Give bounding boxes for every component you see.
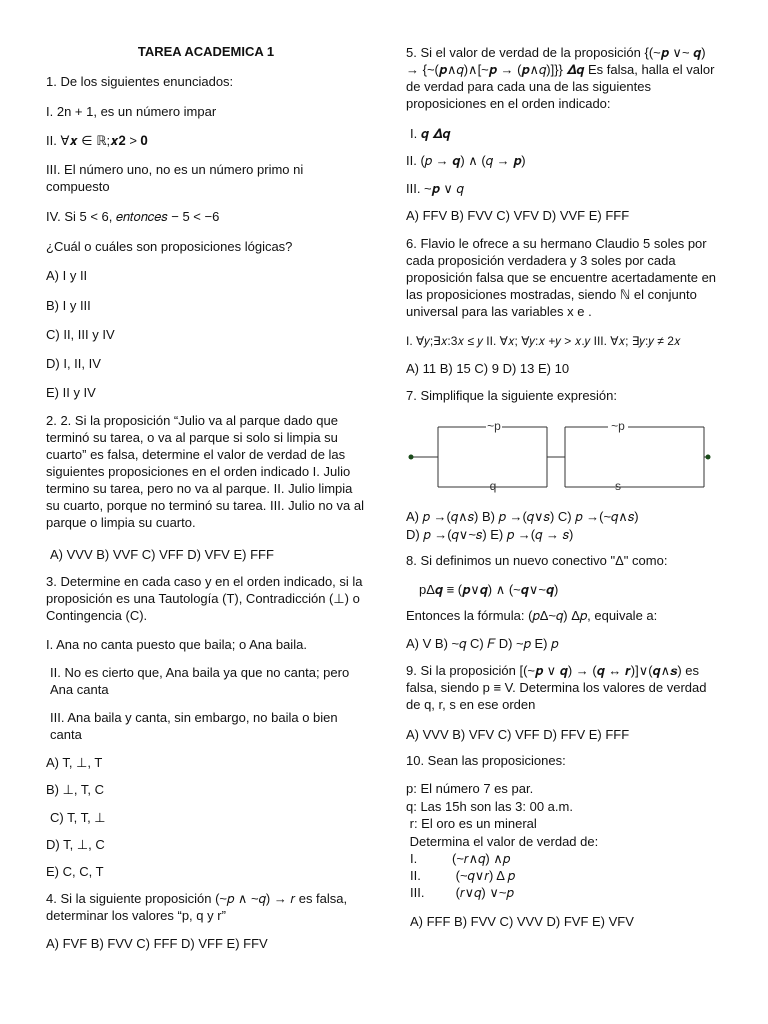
q10-item-expression: (~𝑟∧𝑞) ∧𝑝 bbox=[452, 851, 511, 866]
circuit-label-bottom-left: q bbox=[489, 479, 497, 493]
q7-options-row-2: D) 𝑝 →(𝑞∨~𝑠) E) 𝑝 →(𝑞 → 𝑠) bbox=[406, 527, 574, 542]
circuit-terminal-left bbox=[409, 455, 414, 460]
q10-prop-p: p: El número 7 es par. bbox=[406, 781, 534, 796]
q6-text: 6. Flavio le ofrece a su hermano Claudio 5 soles por cada proposición verdadera y 3 soles por cada proposición falsa que se encuentre acertadamente en las proposiciones mostradas, siendo ℕ el conjunto universal para las variables x e . bbox=[406, 236, 717, 319]
q8-definition: pΔ𝒒 ≡ (𝒑∨𝒒) ∧ (~𝒒∨~𝒒) bbox=[419, 582, 559, 597]
q3-item-iii: III. Ana baila y canta, sin embargo, no baila o bien canta bbox=[50, 710, 338, 742]
q4-text: 4. Si la siguiente proposición (~𝑝 ∧ ~𝑞) → 𝑟 es falsa, determinar los valores “p, q y r” bbox=[46, 891, 348, 923]
q8-options: A) V B) ~𝑞 C) 𝐹 D) ~𝑝 E) 𝑝 bbox=[406, 636, 559, 651]
q10-item-iii bbox=[410, 884, 725, 901]
q5-options: A) FFV B) FVV C) VFV D) VVF E) FFF bbox=[406, 208, 630, 223]
q3-option-e: E) C, C, T bbox=[46, 864, 104, 879]
q1-option-c: C) II, III y IV bbox=[46, 327, 115, 342]
q8-formula: Entonces la fórmula: (𝑝Δ~𝑞) Δ𝑝, equivale a: bbox=[406, 608, 658, 623]
q10-item-number: II. bbox=[410, 868, 421, 883]
q3-item-i: I. Ana no canta puesto que baila; o Ana baila. bbox=[46, 637, 307, 652]
q1-statement-iii: III. El número uno, no es un número primo ni compuesto bbox=[46, 162, 304, 194]
q1-option-a: A) I y II bbox=[46, 268, 88, 283]
q10-options: A) FFF B) FVV C) VVV D) FVF E) VFV bbox=[410, 914, 634, 929]
q2-text: 2. 2. Si la proposición “Julio va al parque dado que terminó su tarea, o va al parque si solo si limpia su cuarto” es falsa, determine el valor de verdad de las siguientes proposiciones en el orden indicado I. Julio termino su tarea, pero no va al parque. II. Julio limpia su cuarto, porque no terminó su tarea. III. Julio no va al parque o limpia su cuarto. bbox=[46, 413, 364, 530]
q9-text: 9. Si la proposición [(~𝒑 ∨ 𝒒) → (𝒒 ↔ 𝒓)]∨(𝒒∧𝒔) es falsa, siendo p ≡ V. Determina los valores de verdad de q, r, s en ese orden bbox=[406, 663, 707, 712]
q5-item-iii: III. ~𝒑 ∨ 𝑞 bbox=[406, 181, 464, 196]
q1-statement-iv: IV. Si 5 < 6, 𝑒𝑛𝑡𝑜𝑛𝑐𝑒𝑠 − 5 < −6 bbox=[46, 209, 220, 224]
q5-text: 5. Si el valor de verdad de la proposición {(~𝒑 ∨~ 𝒒) → {~(𝒑∧𝑞)∧[~𝒑 → (𝒑∧𝑞)]}} 𝜟𝒒 Es falsa, halla el valor de verdad para cada una de las siguientes proposiciones en el orden indicado: bbox=[406, 45, 715, 111]
circuit-label-top-left: ~p bbox=[487, 419, 501, 433]
circuit-terminal-right bbox=[706, 455, 711, 460]
q10-items bbox=[406, 850, 725, 901]
q10-prop-q: q: Las 15h son las 3: 00 a.m. bbox=[406, 799, 573, 814]
q3-option-c: C) T, T, ⊥ bbox=[50, 810, 106, 825]
q3-option-a: A) T, ⊥, T bbox=[46, 755, 103, 770]
q3-option-d: D) T, ⊥, C bbox=[46, 837, 105, 852]
q10-item-i bbox=[410, 850, 725, 867]
circuit-label-top-right: ~p bbox=[611, 419, 625, 433]
q3-item-ii: II. No es cierto que, Ana baila ya que no canta; pero Ana canta bbox=[50, 665, 350, 697]
q3-text: 3. Determine en cada caso y en el orden indicado, si la proposición es una Tautología (T), Contradicción (⊥) o Contingencia (C). bbox=[46, 574, 363, 623]
q1-intro: 1. De los siguientes enunciados: bbox=[46, 74, 234, 89]
q8-text: 8. Si definimos un nuevo conectivo "Δ" como: bbox=[406, 553, 668, 568]
q5-item-ii: II. (𝑝 → 𝒒) ∧ (𝑞 → 𝒑) bbox=[406, 153, 526, 168]
q6-propositions: I. ∀𝑦;∃𝑥:3𝑥 ≤ 𝑦 II. ∀𝑥; ∀𝑦:𝑥 +𝑦 > 𝑥.𝑦 III. ∀𝑥; ∃𝑦:𝑦 ≠ 2𝑥 bbox=[406, 334, 681, 348]
q10-item-expression: (𝑟∨𝑞) ∨~𝑝 bbox=[452, 885, 514, 900]
q10-item-expression: (~𝑞∨𝑟) Δ 𝑝 bbox=[452, 868, 516, 883]
q1-option-d: D) I, II, IV bbox=[46, 356, 101, 371]
q3-option-b: B) ⊥, T, C bbox=[46, 782, 105, 797]
q10-determine: Determina el valor de verdad de: bbox=[406, 834, 599, 849]
q10-item-ii bbox=[410, 867, 725, 884]
q10-text: 10. Sean las proposiciones: bbox=[406, 753, 566, 768]
q4-options: A) FVF B) FVV C) FFF D) VFF E) FFV bbox=[46, 936, 268, 951]
q10-prop-r: r: El oro es un mineral bbox=[406, 816, 537, 831]
document-title: TAREA ACADEMICA 1 bbox=[137, 44, 275, 59]
q2-options: A) VVV B) VVF C) VFF D) VFV E) FFF bbox=[50, 547, 274, 562]
q7-circuit-diagram bbox=[408, 415, 718, 495]
q5-item-i: I. 𝒒 𝜟𝒒 bbox=[410, 126, 451, 141]
circuit-label-bottom-right: s bbox=[615, 479, 621, 493]
q1-question: ¿Cuál o cuáles son proposiciones lógicas? bbox=[46, 239, 293, 254]
q1-statement-i: I. 2n + 1, es un número impar bbox=[46, 104, 217, 119]
q6-options: A) 11 B) 15 C) 9 D) 13 E) 10 bbox=[406, 361, 570, 376]
q1-statement-ii: II. ∀𝒙 ∈ ℝ;𝒙𝟐 > 𝟎 bbox=[46, 133, 148, 148]
q7-text: 7. Simplifique la siguiente expresión: bbox=[406, 388, 618, 403]
q1-option-e: E) II y IV bbox=[46, 385, 96, 400]
q9-options: A) VVV B) VFV C) VFF D) FFV E) FFF bbox=[406, 727, 630, 742]
q10-item-number: I. bbox=[410, 851, 418, 866]
q7-options-row-1: A) 𝑝 →(𝑞∧𝑠) B) 𝑝 →(𝑞∨𝑠) C) 𝑝 →(~𝑞∧𝑠) bbox=[406, 509, 639, 524]
q1-option-b: B) I y III bbox=[46, 298, 91, 313]
q10-item-number: III. bbox=[410, 885, 425, 900]
